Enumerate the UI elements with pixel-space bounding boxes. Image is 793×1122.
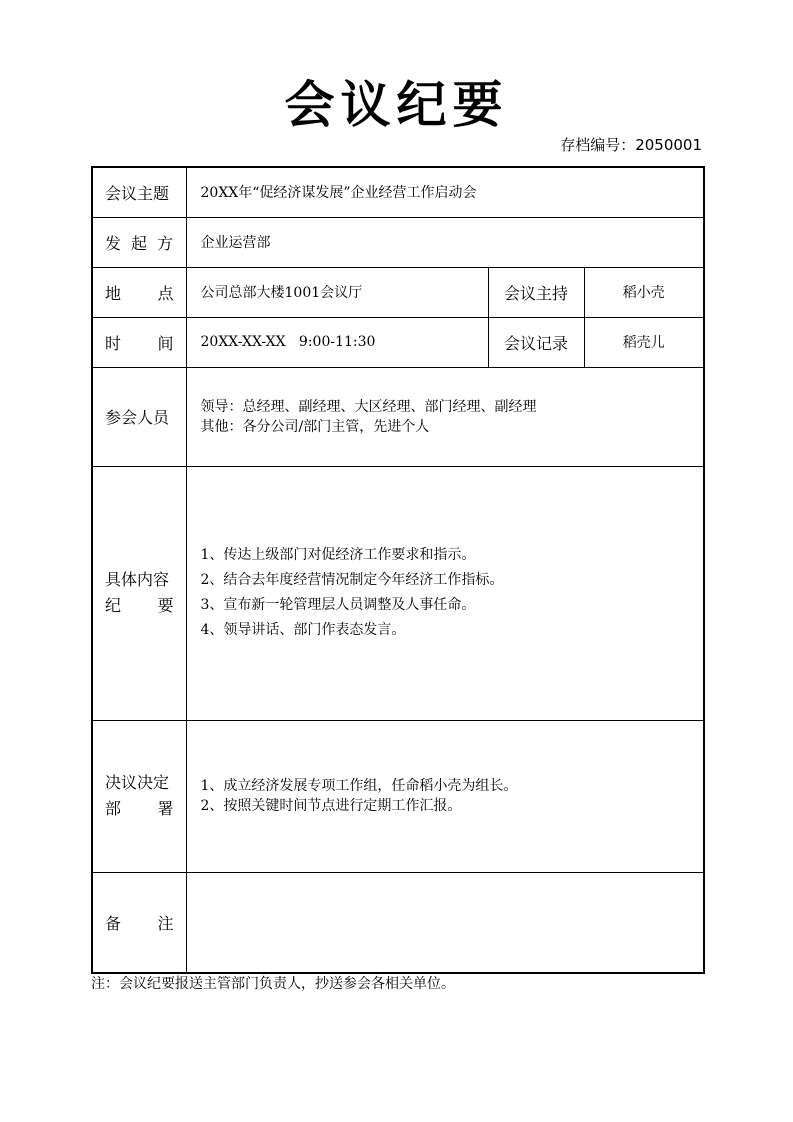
time-value: 20XX-XX-XX 9:00-11:30 xyxy=(186,317,488,367)
row-attendees xyxy=(92,367,704,466)
host-label: 会议主持 xyxy=(488,267,584,317)
row-time xyxy=(92,317,704,367)
host-value: 稻小壳 xyxy=(584,267,704,317)
content-item: 1、传达上级部门对促经济工作要求和指示。 xyxy=(200,547,476,563)
content-item: 2、结合去年度经营情况制定今年经济工作指标。 xyxy=(200,572,504,588)
row-content xyxy=(92,466,704,720)
attendees-label: 参会人员 xyxy=(92,367,186,466)
recorder-label: 会议记录 xyxy=(488,317,584,367)
minutes-table xyxy=(91,166,705,974)
row-decisions xyxy=(92,720,704,872)
content-value xyxy=(186,466,704,720)
row-initiator xyxy=(92,217,704,267)
row-location xyxy=(92,267,704,317)
row-topic xyxy=(92,167,704,217)
location-value: 公司总部大楼1001会议厅 xyxy=(186,267,488,317)
decision-item: 1、成立经济发展专项工作组，任命稻小壳为组长。 xyxy=(200,778,518,794)
decision-item: 2、按照关键时间节点进行定期工作汇报。 xyxy=(200,798,462,814)
content-item: 4、领导讲话、部门作表态发言。 xyxy=(200,622,406,638)
remarks-label: 备 注 xyxy=(92,872,186,973)
remarks-value xyxy=(186,872,704,973)
footnote: 注：会议纪要报送主管部门负责人，抄送参会各相关单位。 xyxy=(91,976,455,992)
attendees-line-others: 其他：各分公司/部门主管，先进个人 xyxy=(200,418,430,435)
time-label: 时 间 xyxy=(92,317,186,367)
attendees-line-leaders: 领导：总经理、副经理、大区经理、部门经理、副经理 xyxy=(200,398,537,415)
row-remarks xyxy=(92,872,704,973)
decisions-value xyxy=(186,720,704,872)
topic-value: 20XX年“促经济谋发展”企业经营工作启动会 xyxy=(186,167,704,217)
decisions-label: 决议决定 部 署 xyxy=(92,720,186,872)
archive-number: 存档编号：2050001 xyxy=(560,136,702,154)
content-item: 3、宣布新一轮管理层人员调整及人事任命。 xyxy=(200,597,476,613)
location-label: 地 点 xyxy=(92,267,186,317)
attendees-value xyxy=(186,367,704,466)
initiator-value: 企业运营部 xyxy=(186,217,704,267)
initiator-label: 发 起 方 xyxy=(92,217,186,267)
content-label: 具体内容 纪 要 xyxy=(92,466,186,720)
topic-label: 会议主题 xyxy=(92,167,186,217)
document-title: 会议纪要 xyxy=(284,76,509,134)
recorder-value: 稻壳儿 xyxy=(584,317,704,367)
